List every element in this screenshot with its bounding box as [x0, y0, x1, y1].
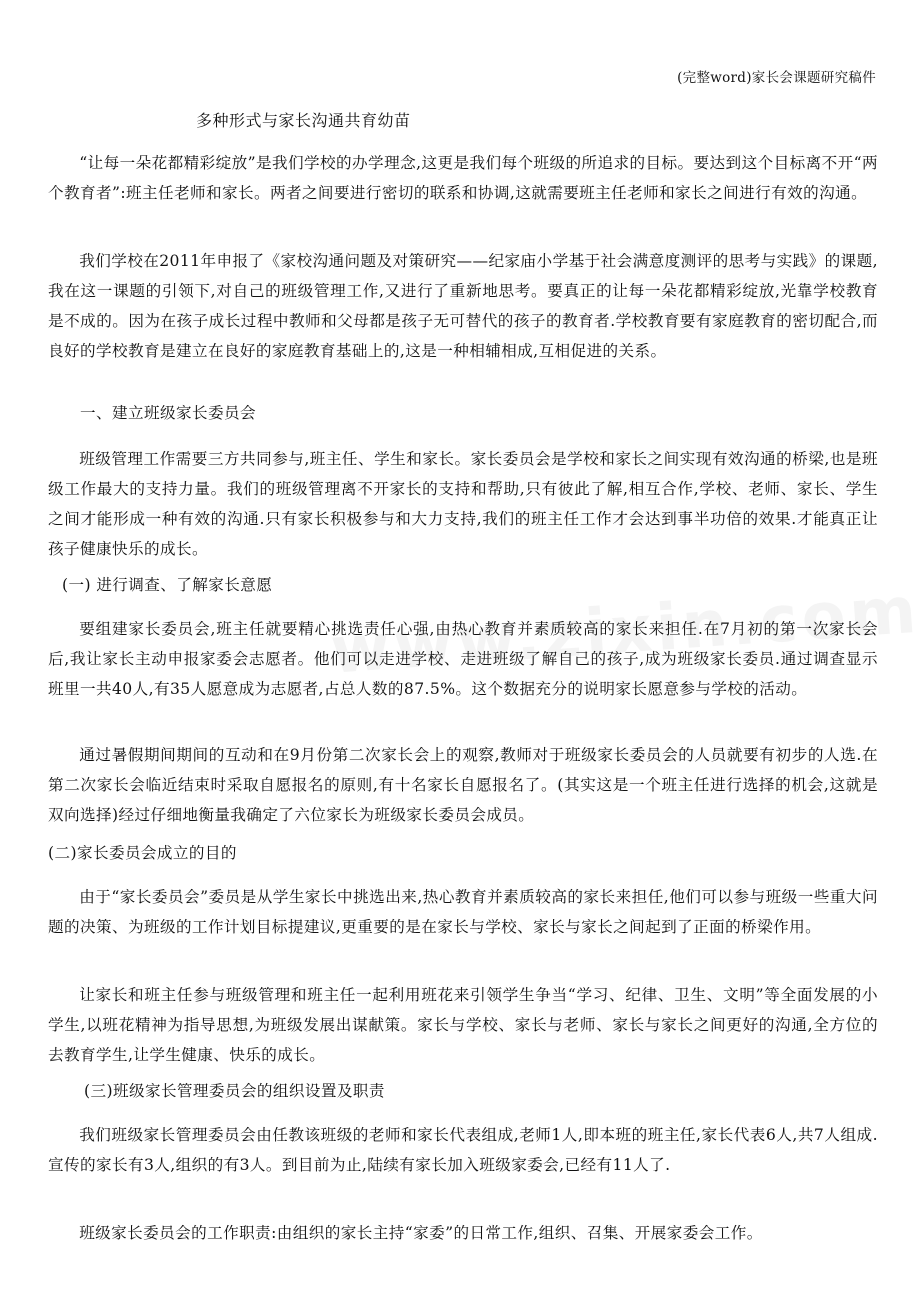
paragraph-purpose: 由于“家长委员会”委员是从学生家长中挑选出来,热心教育并素质较高的家长来担任,他们可以参与班级一些重大问题的决策、为班级的工作计划目标提建议,更重要的是在家长与学校、家长与家长之间起到了正面的桥梁作用。: [48, 888, 878, 936]
paragraph-survey: 要组建家长委员会,班主任就要精心挑选责任心强,由热心教育并素质较高的家长来担任.在7月初的第一次家长会后,我让家长主动申报家委会志愿者。他们可以走进学校、走进班级了解自己的孩子,成为班级家长委员.通过调查显示班里一共40人,有35人愿意成为志愿者,占总人数的87.5%。这个数据充分的说明家长愿意参与学校的活动。: [48, 620, 878, 698]
page-header: (完整word)家长会课题研究稿件: [677, 70, 876, 86]
paragraph-duties: 班级家长委员会的工作职责:由组织的家长主持“家委”的日常工作,组织、召集、开展家委会工作。: [79, 1224, 763, 1242]
subsection-heading-2: (二)家长委员会成立的目的: [48, 844, 237, 862]
section-heading-1: 一、建立班级家长委员会: [80, 404, 256, 422]
subsection-heading-1: (一) 进行调查、了解家长意愿: [62, 576, 273, 594]
paragraph-selection: 通过暑假期间期间的互动和在9月份第二次家长会上的观察,教师对于班级家长委员会的人员就要有初步的人选.在第二次家长会临近结束时采取自愿报名的原则,有十名家长自愿报名了。(其实这是一个班主任进行选择的机会,这就是双向选择)经过仔细地衡量我确定了六位家长为班级家长委员会成员。: [48, 746, 878, 824]
paragraph-research: 我们学校在2011年申报了《家校沟通问题及对策研究——纪家庙小学基于社会满意度测评的思考与实践》的课题,我在这一课题的引领下,对自己的班级管理工作,又进行了重新地思考。要真正的让每一朵花都精彩绽放,光靠学校教育是不成的。因为在孩子成长过程中教师和父母都是孩子无可替代的孩子的教育者.学校教育要有家庭教育的密切配合,而良好的学校教育是建立在良好的家庭教育基础上的,这是一种相辅相成,互相促进的关系。: [48, 252, 878, 360]
subsection-heading-3: (三)班级家长管理委员会的组织设置及职责: [84, 1082, 385, 1100]
document-title: 多种形式与家长沟通共育幼苗: [196, 111, 411, 130]
paragraph-intro: “让每一朵花都精彩绽放”是我们学校的办学理念,这更是我们每个班级的所追求的目标。要达到这个目标离不开“两个教育者”:班主任老师和家长。两者之间要进行密切的联系和协调,这就需要班主任老师和家长之间进行有效的沟通。: [48, 154, 878, 202]
paragraph-participation: 让家长和班主任参与班级管理和班主任一起利用班花来引领学生争当“学习、纪律、卫生、文明”等全面发展的小学生,以班花精神为指导思想,为班级发展出谋献策。家长与学校、家长与老师、家长与家长之间更好的沟通,全方位的去教育学生,让学生健康、快乐的成长。: [48, 986, 878, 1064]
paragraph-class-management: 班级管理工作需要三方共同参与,班主任、学生和家长。家长委员会是学校和家长之间实现有效沟通的桥梁,也是班级工作最大的支持力量。我们的班级管理离不开家长的支持和帮助,只有彼此了解,相互合作,学校、老师、家长、学生之间才能形成一种有效的沟通.只有家长积极参与和大力支持,我们的班主任工作才会达到事半功倍的效果.才能真正让孩子健康快乐的成长。: [48, 450, 878, 558]
paragraph-organization: 我们班级家长管理委员会由任教该班级的老师和家长代表组成,老师1人,即本班的班主任,家长代表6人,共7人组成.宣传的家长有3人,组织的有3人。到目前为止,陆续有家长加入班级家委会,已经有11人了.: [48, 1126, 878, 1174]
